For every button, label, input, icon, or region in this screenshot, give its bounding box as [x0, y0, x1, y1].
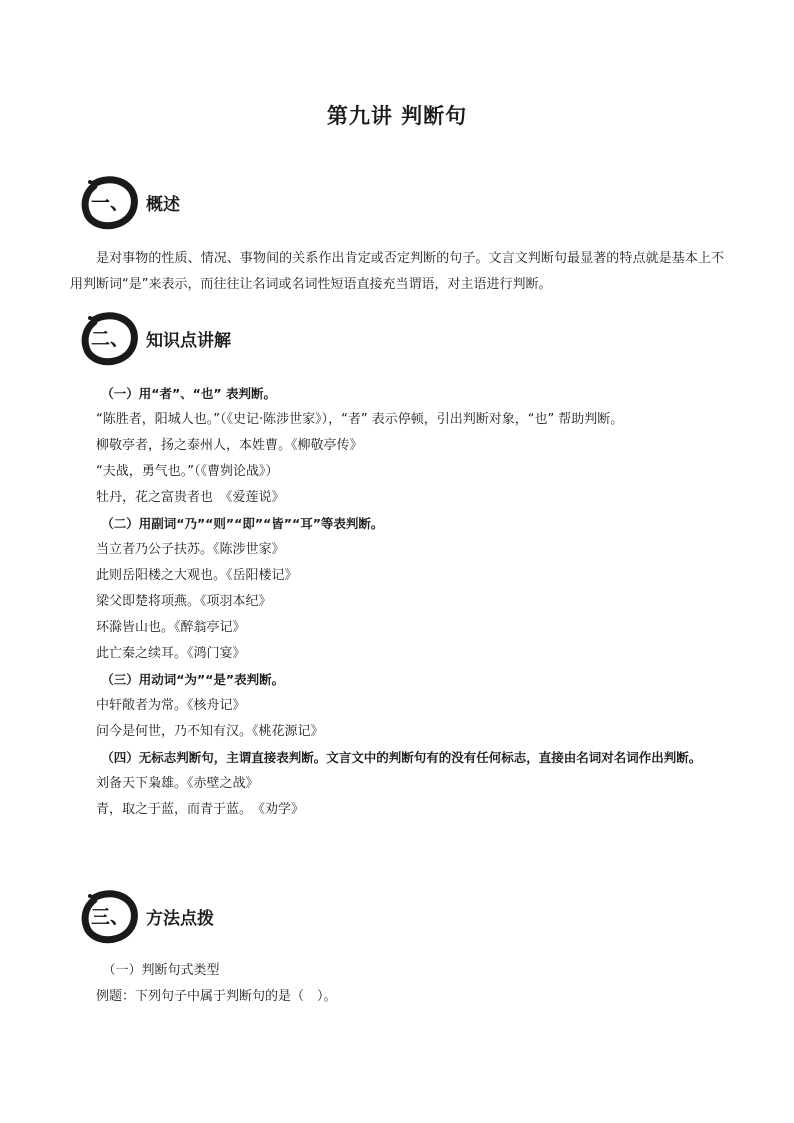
section-title: 知识点讲解	[146, 331, 231, 351]
section-title: 概述	[146, 195, 180, 215]
example-line: 刘备天下枭雄。《赤壁之战》	[96, 776, 259, 791]
subheading: （二）用副词“乃”“则”“即”“皆”“耳”等表判断。	[101, 516, 384, 531]
example-line: 梁父即楚将项燕。《项羽本纪》	[96, 594, 272, 609]
example-line: 当立者乃公子扶苏。《陈涉世家》	[96, 542, 285, 557]
section-number: 一、	[90, 192, 129, 214]
example-line: 青，取之于蓝，而青于蓝。 《劝学》	[96, 802, 305, 817]
example-line: “夫战，勇气也。”（《曹刿论战》）	[96, 464, 279, 479]
subheading: （四）无标志判断句，主谓直接表判断。文言文中的判断句有的没有任何标志，直接由名词对名词作出判断。	[101, 750, 702, 765]
example-line: 中轩敞者为常。《核舟记》	[96, 698, 246, 713]
knowledge-content	[70, 381, 724, 823]
example-line: 环滁皆山也。《醉翁亭记》	[96, 620, 246, 635]
example-paragraph: “陈胜者，阳城人也。”（《史记·陈涉世家》），“者” 表示停顿，引出判断对象，“也” 帮助判断。	[96, 412, 624, 427]
subheading: （一）用“者”、“也” 表判断。	[101, 386, 276, 401]
section-header-method	[80, 890, 480, 946]
example-line: 柳敬亭者，扬之泰州人，本姓曹。《柳敬亭传》	[96, 438, 363, 453]
section-number: 三、	[90, 906, 129, 928]
example-question: 例题：下列句子中属于判断句的是（ ）。	[96, 989, 337, 1004]
example-line: 牡丹，花之富贵者也 《爱莲说》	[96, 490, 285, 505]
section-number: 二、	[90, 328, 129, 350]
subheading: （三）用动词“为”“是”表判断。	[101, 672, 285, 687]
section-header-overview	[80, 176, 480, 232]
overview-paragraph: 是对事物的性质、情况、事物间的关系作出肯定或否定判断的句子。文言文判断句最显著的特点就是基本上不用判断词“是”来表示，而往往让名词或名词性短语直接充当谓语，对主语进行判断。	[70, 251, 724, 292]
section-header-knowledge	[80, 312, 480, 368]
subheading: （一）判断句式类型	[102, 963, 220, 978]
example-line: 问今是何世，乃不知有汉。《桃花源记》	[96, 724, 324, 739]
page-title: 第九讲 判断句	[326, 104, 468, 128]
example-line: 此则岳阳楼之大观也。《岳阳楼记》	[96, 568, 298, 583]
method-content	[70, 958, 724, 1010]
example-line: 此亡秦之续耳。《鸿门宴》	[96, 646, 246, 661]
section-title: 方法点拨	[146, 909, 214, 929]
overview-content	[70, 246, 724, 298]
